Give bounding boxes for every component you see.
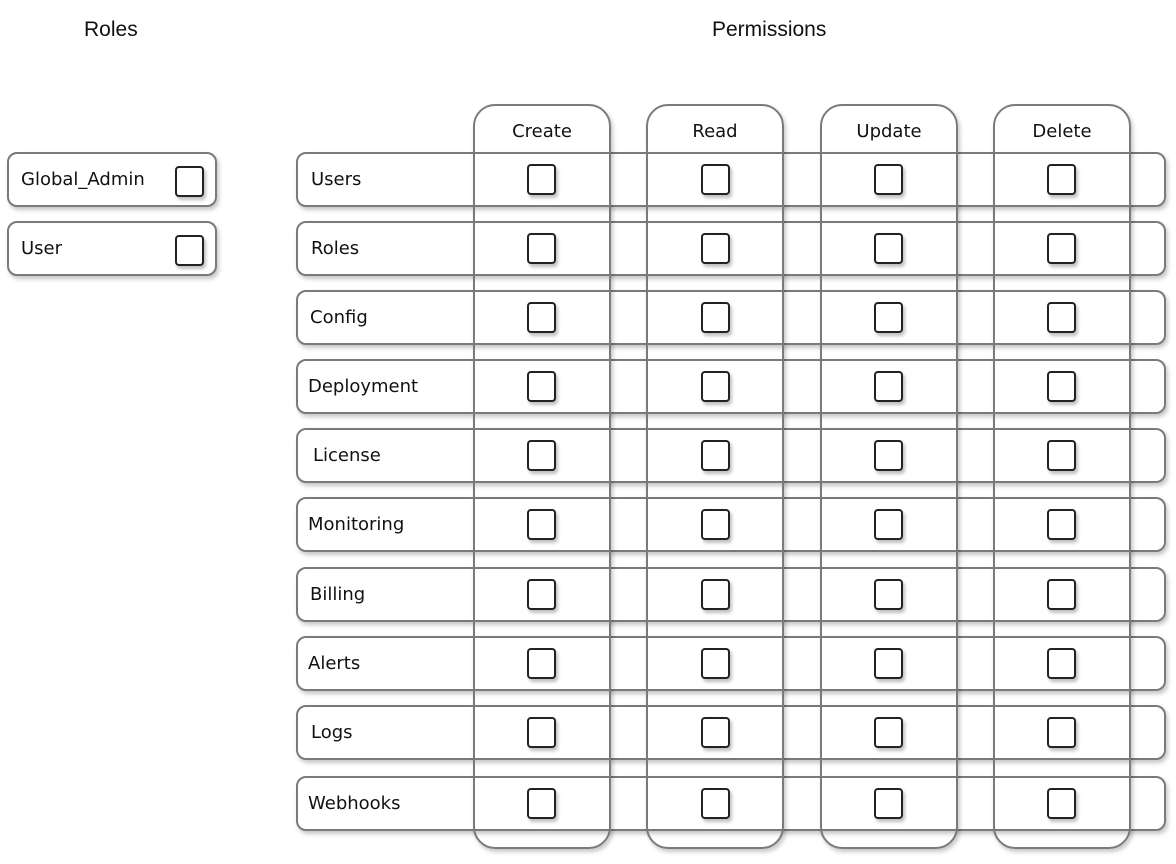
checkbox-deployment-read[interactable] — [701, 371, 730, 402]
checkbox-license-create[interactable] — [527, 440, 556, 471]
checkbox-roles-read[interactable] — [701, 233, 730, 264]
resource-label: Users — [311, 169, 362, 190]
checkbox-config-update[interactable] — [874, 302, 903, 333]
checkbox-alerts-create[interactable] — [527, 648, 556, 679]
resource-label: Monitoring — [308, 514, 405, 535]
checkbox-users-delete[interactable] — [1047, 164, 1076, 195]
column-header: Update — [856, 121, 922, 142]
role-item-user[interactable] — [7, 221, 217, 276]
checkbox-monitoring-read[interactable] — [701, 509, 730, 540]
role-label: Global_Admin — [21, 169, 145, 190]
checkbox-billing-create[interactable] — [527, 579, 556, 610]
checkbox-logs-create[interactable] — [527, 717, 556, 748]
checkbox-webhooks-update[interactable] — [874, 788, 903, 819]
permissions-title: Permissions — [712, 18, 827, 41]
resource-label: Webhooks — [308, 793, 401, 814]
checkbox-monitoring-update[interactable] — [874, 509, 903, 540]
resource-label: Alerts — [308, 653, 361, 674]
checkbox-alerts-read[interactable] — [701, 648, 730, 679]
checkbox-config-read[interactable] — [701, 302, 730, 333]
checkbox-config-create[interactable] — [527, 302, 556, 333]
checkbox-webhooks-read[interactable] — [701, 788, 730, 819]
checkbox-users-update[interactable] — [874, 164, 903, 195]
checkbox-billing-read[interactable] — [701, 579, 730, 610]
resource-label: Logs — [311, 722, 353, 743]
role-label: User — [21, 238, 63, 259]
checkbox-deployment-update[interactable] — [874, 371, 903, 402]
checkbox-deployment-create[interactable] — [527, 371, 556, 402]
column-header: Create — [512, 121, 572, 142]
checkbox-billing-update[interactable] — [874, 579, 903, 610]
checkbox-logs-update[interactable] — [874, 717, 903, 748]
checkbox-logs-delete[interactable] — [1047, 717, 1076, 748]
column-header: Delete — [1032, 121, 1092, 142]
role-checkbox[interactable] — [175, 235, 204, 266]
checkbox-config-delete[interactable] — [1047, 302, 1076, 333]
column-header: Read — [692, 121, 738, 142]
checkbox-license-update[interactable] — [874, 440, 903, 471]
checkbox-webhooks-delete[interactable] — [1047, 788, 1076, 819]
resource-label: Billing — [310, 584, 366, 605]
checkbox-monitoring-create[interactable] — [527, 509, 556, 540]
checkbox-roles-create[interactable] — [527, 233, 556, 264]
checkbox-webhooks-create[interactable] — [527, 788, 556, 819]
checkbox-roles-delete[interactable] — [1047, 233, 1076, 264]
checkbox-monitoring-delete[interactable] — [1047, 509, 1076, 540]
checkbox-alerts-update[interactable] — [874, 648, 903, 679]
resource-label: Config — [310, 307, 368, 328]
checkbox-logs-read[interactable] — [701, 717, 730, 748]
checkbox-deployment-delete[interactable] — [1047, 371, 1076, 402]
checkbox-roles-update[interactable] — [874, 233, 903, 264]
checkbox-license-delete[interactable] — [1047, 440, 1076, 471]
checkbox-license-read[interactable] — [701, 440, 730, 471]
role-item-global-admin[interactable] — [7, 152, 217, 207]
checkbox-alerts-delete[interactable] — [1047, 648, 1076, 679]
role-checkbox[interactable] — [175, 166, 204, 197]
checkbox-billing-delete[interactable] — [1047, 579, 1076, 610]
resource-label: License — [313, 445, 381, 466]
checkbox-users-read[interactable] — [701, 164, 730, 195]
checkbox-users-create[interactable] — [527, 164, 556, 195]
resource-label: Roles — [311, 238, 360, 259]
roles-title: Roles — [84, 18, 138, 41]
resource-label: Deployment — [308, 376, 419, 397]
